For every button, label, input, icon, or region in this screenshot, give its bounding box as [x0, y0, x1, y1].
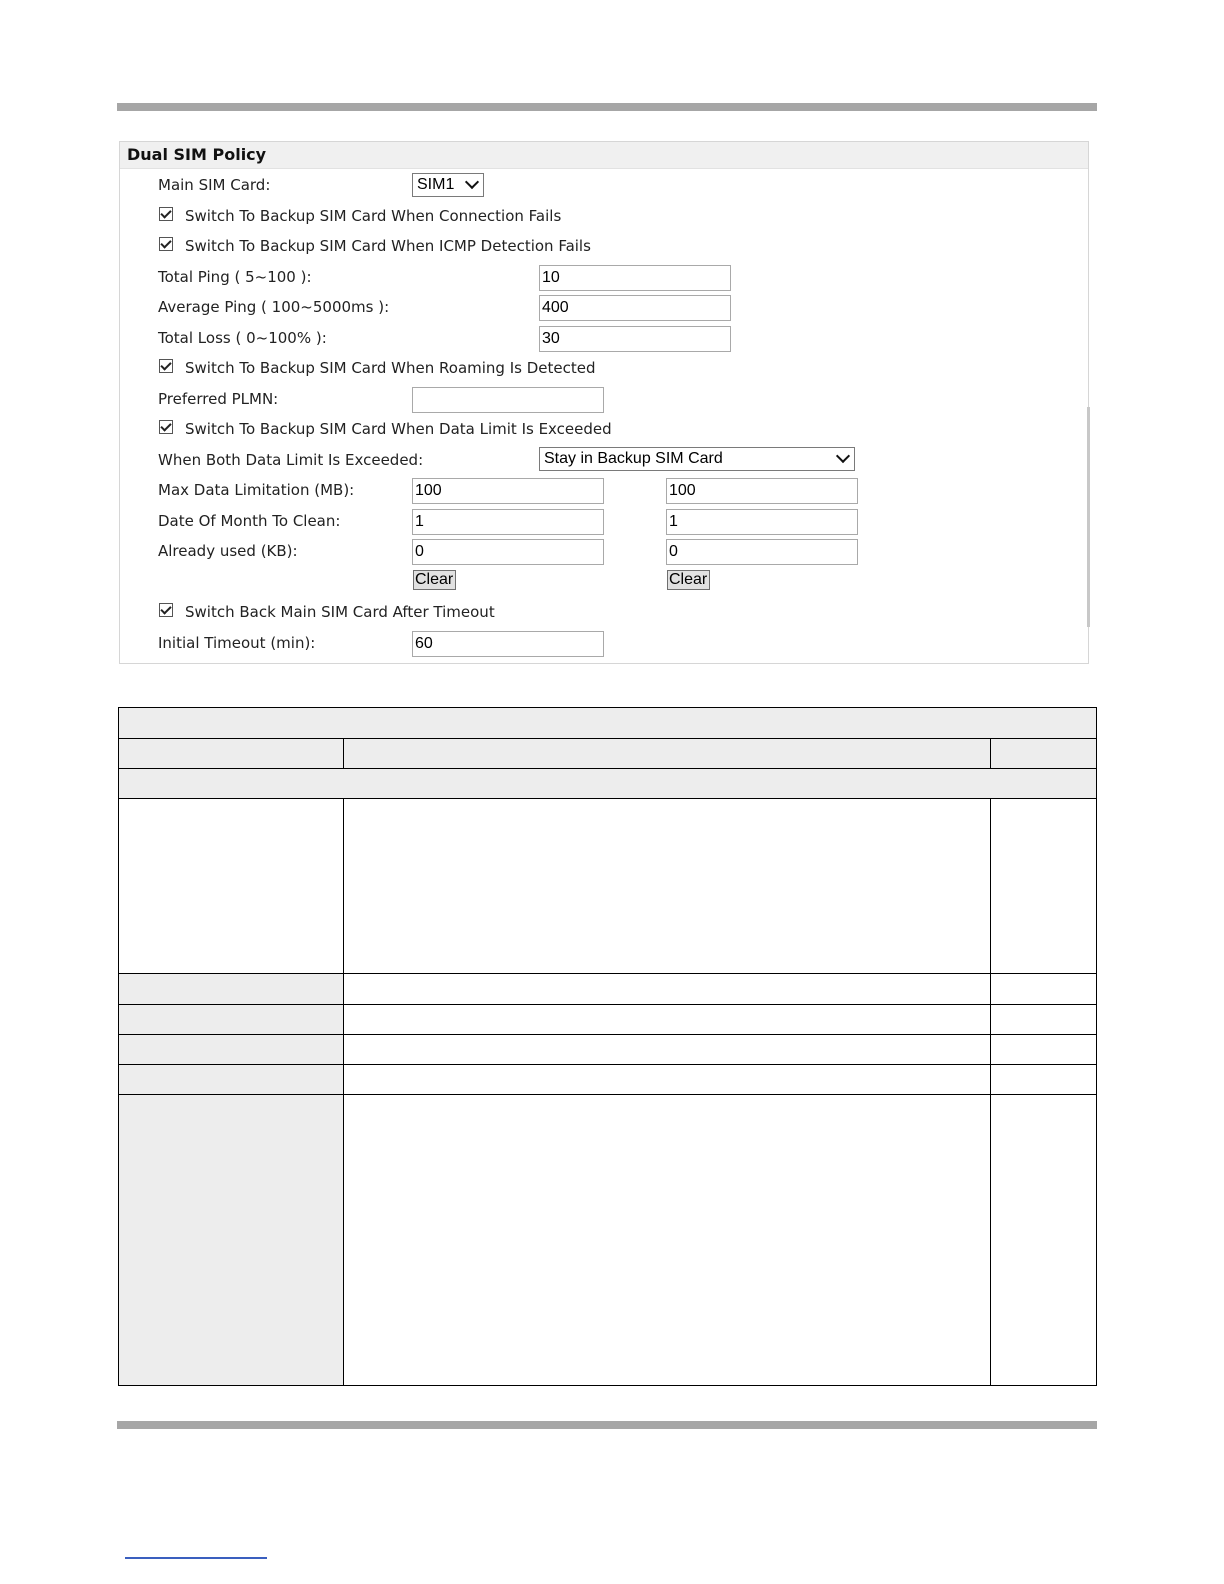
preferred-plmn-input[interactable]	[412, 387, 604, 413]
table-row-2-default	[991, 974, 1097, 1005]
icmp-fail-checkbox[interactable]	[159, 237, 173, 251]
table-row-1-default	[991, 799, 1097, 974]
table-row-4-default	[991, 1035, 1097, 1065]
main-sim-select[interactable]	[412, 173, 484, 197]
table-title-row	[119, 708, 1097, 739]
already-used-label: Already used (KB):	[158, 542, 298, 560]
panel-title: Dual SIM Policy	[127, 145, 267, 164]
parameter-table	[118, 707, 1097, 1386]
total-ping-input[interactable]: 10	[539, 265, 731, 291]
panel-scrollbar[interactable]	[1087, 407, 1090, 627]
total-ping-label: Total Ping ( 5~100 ):	[158, 268, 312, 286]
table-row-2-description	[344, 974, 991, 1005]
average-ping-input[interactable]: 400	[539, 295, 731, 321]
table-row-5-default	[991, 1065, 1097, 1095]
max-data-label: Max Data Limitation (MB):	[158, 481, 355, 499]
roaming-label: Switch To Backup SIM Card When Roaming Is Detected	[185, 359, 596, 377]
icmp-fail-label: Switch To Backup SIM Card When ICMP Detection Fails	[185, 237, 591, 255]
average-ping-label: Average Ping ( 100~5000ms ):	[158, 298, 390, 316]
chevron-down-icon	[836, 449, 850, 463]
data-limit-label: Switch To Backup SIM Card When Data Limit Is Exceeded	[185, 420, 612, 438]
table-row-6-default	[991, 1095, 1097, 1386]
table-row-3-default	[991, 1005, 1097, 1035]
chevron-down-icon	[465, 175, 479, 189]
table-header-default	[991, 739, 1097, 769]
connection-fail-label: Switch To Backup SIM Card When Connection Fails	[185, 207, 562, 225]
table-row-4-description	[344, 1035, 991, 1065]
footer-link-underline[interactable]	[125, 1557, 267, 1559]
table-row-6-description	[344, 1095, 991, 1386]
page-header-rule	[117, 103, 1097, 111]
page-footer-rule	[117, 1421, 1097, 1429]
table-section-row	[119, 769, 1097, 799]
already-used-sim2-input[interactable]: 0	[666, 539, 858, 565]
table-header-description	[344, 739, 991, 769]
table-row-6-item	[119, 1095, 344, 1386]
table-row-5-item	[119, 1065, 344, 1095]
max-data-sim2-input[interactable]: 100	[666, 478, 858, 504]
total-loss-label: Total Loss ( 0~100% ):	[158, 329, 327, 347]
both-limit-value: Stay in Backup SIM Card	[544, 450, 723, 467]
table-row-1-description	[344, 799, 991, 974]
initial-timeout-input[interactable]: 60	[412, 631, 604, 657]
preferred-plmn-label: Preferred PLMN:	[158, 390, 279, 408]
date-clean-sim2-input[interactable]: 1	[666, 509, 858, 535]
table-row-3-description	[344, 1005, 991, 1035]
date-clean-sim1-input[interactable]: 1	[412, 509, 604, 535]
clear-sim1-button[interactable]: Clear	[413, 570, 456, 590]
total-loss-input[interactable]: 30	[539, 326, 731, 352]
switch-back-label: Switch Back Main SIM Card After Timeout	[185, 603, 495, 621]
both-limit-select[interactable]	[539, 447, 855, 471]
table-header-item	[119, 739, 344, 769]
connection-fail-checkbox[interactable]	[159, 207, 173, 221]
already-used-sim1-input[interactable]: 0	[412, 539, 604, 565]
table-row-2-item	[119, 974, 344, 1005]
data-limit-checkbox[interactable]	[159, 420, 173, 434]
table-row-3-item	[119, 1005, 344, 1035]
table-row-4-item	[119, 1035, 344, 1065]
switch-back-checkbox[interactable]	[159, 603, 173, 617]
table-row-1-item	[119, 799, 344, 974]
table-row-5-description	[344, 1065, 991, 1095]
panel-header	[120, 142, 1088, 169]
both-limit-label: When Both Data Limit Is Exceeded:	[158, 451, 424, 469]
roaming-checkbox[interactable]	[159, 359, 173, 373]
date-clean-label: Date Of Month To Clean:	[158, 512, 341, 530]
main-sim-value: SIM1	[417, 176, 455, 193]
max-data-sim1-input[interactable]: 100	[412, 478, 604, 504]
main-sim-label: Main SIM Card:	[158, 176, 271, 194]
initial-timeout-label: Initial Timeout (min):	[158, 634, 316, 652]
clear-sim2-button[interactable]: Clear	[667, 570, 710, 590]
